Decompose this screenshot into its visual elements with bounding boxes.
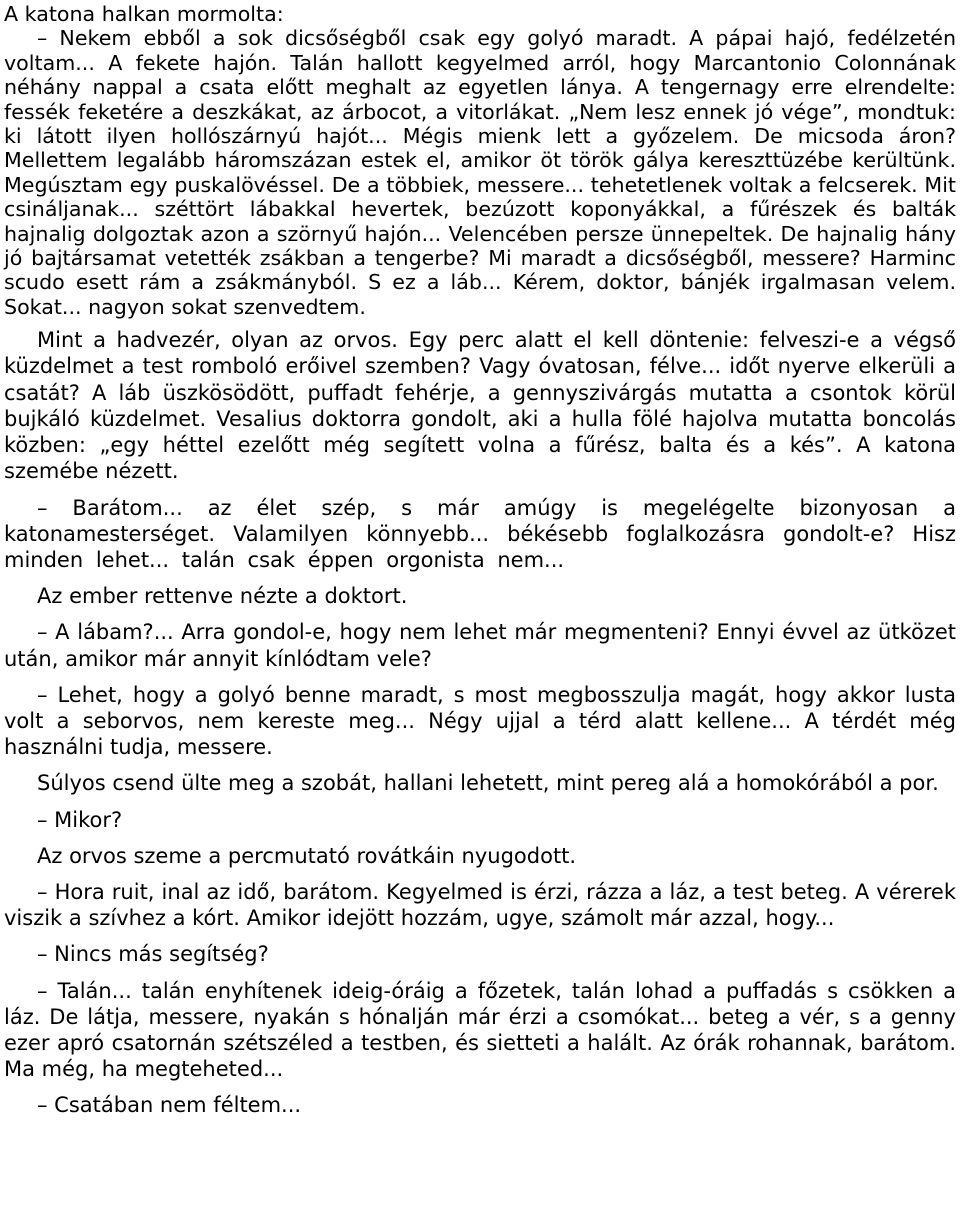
paragraph-doctor-eyes: Az orvos szeme a percmutató rovátkáin nyugodott. <box>37 843 577 868</box>
paragraph-doctor-speech-3: – Hora ruit, inal az idő, barátom. Kegyelmed is érzi, rázza a láz, a test beteg. A vérerek viszik a szívhez a kórt. Amikor idejött hozzám, ugye, számolt már azzal, hogy... <box>4 879 956 931</box>
paragraph-doctor-speech-1: – Barátom... az élet szép, s már amúgy is megelégelte bizonyosan a katonamesterséget. Valamilyen könnyebb... békésebb foglalkozásra gondolt-e? Hisz minden lehet... talán csak éppen orgonista nem... <box>4 495 956 572</box>
paragraph-soldier-help: – Nincs más segítség? <box>37 942 269 967</box>
paragraph-reaction: Az ember rettenve nézte a doktort. <box>37 584 408 609</box>
paragraph-soldier-question: – A lábam?... Arra gondol-e, hogy nem lehet már megmenteni? Ennyi évvel az ütközet után, amikor már annyit kínlódtam vele? <box>4 620 956 671</box>
paragraph-doctor-speech-2: – Lehet, hogy a golyó benne maradt, s most megbosszulja magát, hogy akkor lusta volt a seborvos, nem kereste meg... Négy ujjal a térd alatt kellene... A térdét még használni tudja, messere. <box>4 682 956 760</box>
paragraph-soldier-when: – Mikor? <box>37 807 123 832</box>
paragraph-intro: A katona halkan mormolta: <box>4 2 284 26</box>
paragraph-doctor-speech-4: – Talán... talán enyhítenek ideig-óráig a főzetek, talán lohad a puffadás s csökken a láz. De látja, messere, nyakán s hónalján már érzi a csomókat... beteg a vér, s a genny ezer apró csatornán szétszéled a testben, és sietteti a halált. Az órák rohannak, barátom. Ma még, ha megteheted... <box>4 978 956 1082</box>
paragraph-soldier-speech: – Nekem ebből a sok dicsőségből csak egy golyó maradt. A pápai hajó, fedélzetén voltam... A fekete hajón. Talán hallott kegyelmed arról, hogy Marcantonio Colonnának néhány nappal a csata előtt meghalt az egyetlen lánya. A tengernagy erre elrendelte: fessék feketére a deszkákat, az árbocot, a vitorlákat. „Nem lesz ennek jó vége”, mondtuk: ki látott ilyen hollószárnyú hajót... Mégis mienk lett a győzelem. De micsoda áron? Mellettem legalább háromszázan estek el, amikor öt török gálya kereszttüzébe kerültünk. Megúsztam egy puskalövéssel. De a többiek, messere... tehetetlenek voltak a felcserek. Mit csináljanak... széttört lábakkal hevertek, bezúzott koponyákkal, a fűrészek és balták hajnalig dolgoztak azon a szörnyű hajón... Velencében persze ünnepeltek. De hajnalig hány jó bajtársamat vetették zsákban a tengerbe? Mi maradt a dicsőségből, messere? Harminc scudo esett rám a zsákmányból. S ez a láb... Kérem, doktor, bánjék irgalmasan velem. Sokat... nagyon sokat szenvedtem. <box>4 26 956 319</box>
paragraph-doctor-thought: Mint a hadvezér, olyan az orvos. Egy perc alatt el kell döntenie: felveszi-e a végső küzdelmet a test romboló erőivel szemben? Vagy óvatosan, félve... időt nyerve elkerüli a csatát? A láb üszkösödött, puffadt fehérje, a gennyszivárgás mutatta a csontok körül bujkáló küzdelmet. Vesalius doktorra gondolt, aki a hulla fölé hajolva mutatta boncolás közben: „egy héttel ezelőtt még segített volna a fűrész, balta és a kés”. A katona szemébe nézett. <box>4 328 956 484</box>
paragraph-silence: Súlyos csend ülte meg a szobát, hallani lehetett, mint pereg alá a homokórából a por. <box>37 771 939 796</box>
paragraph-soldier-last: – Csatában nem féltem... <box>37 1093 302 1118</box>
